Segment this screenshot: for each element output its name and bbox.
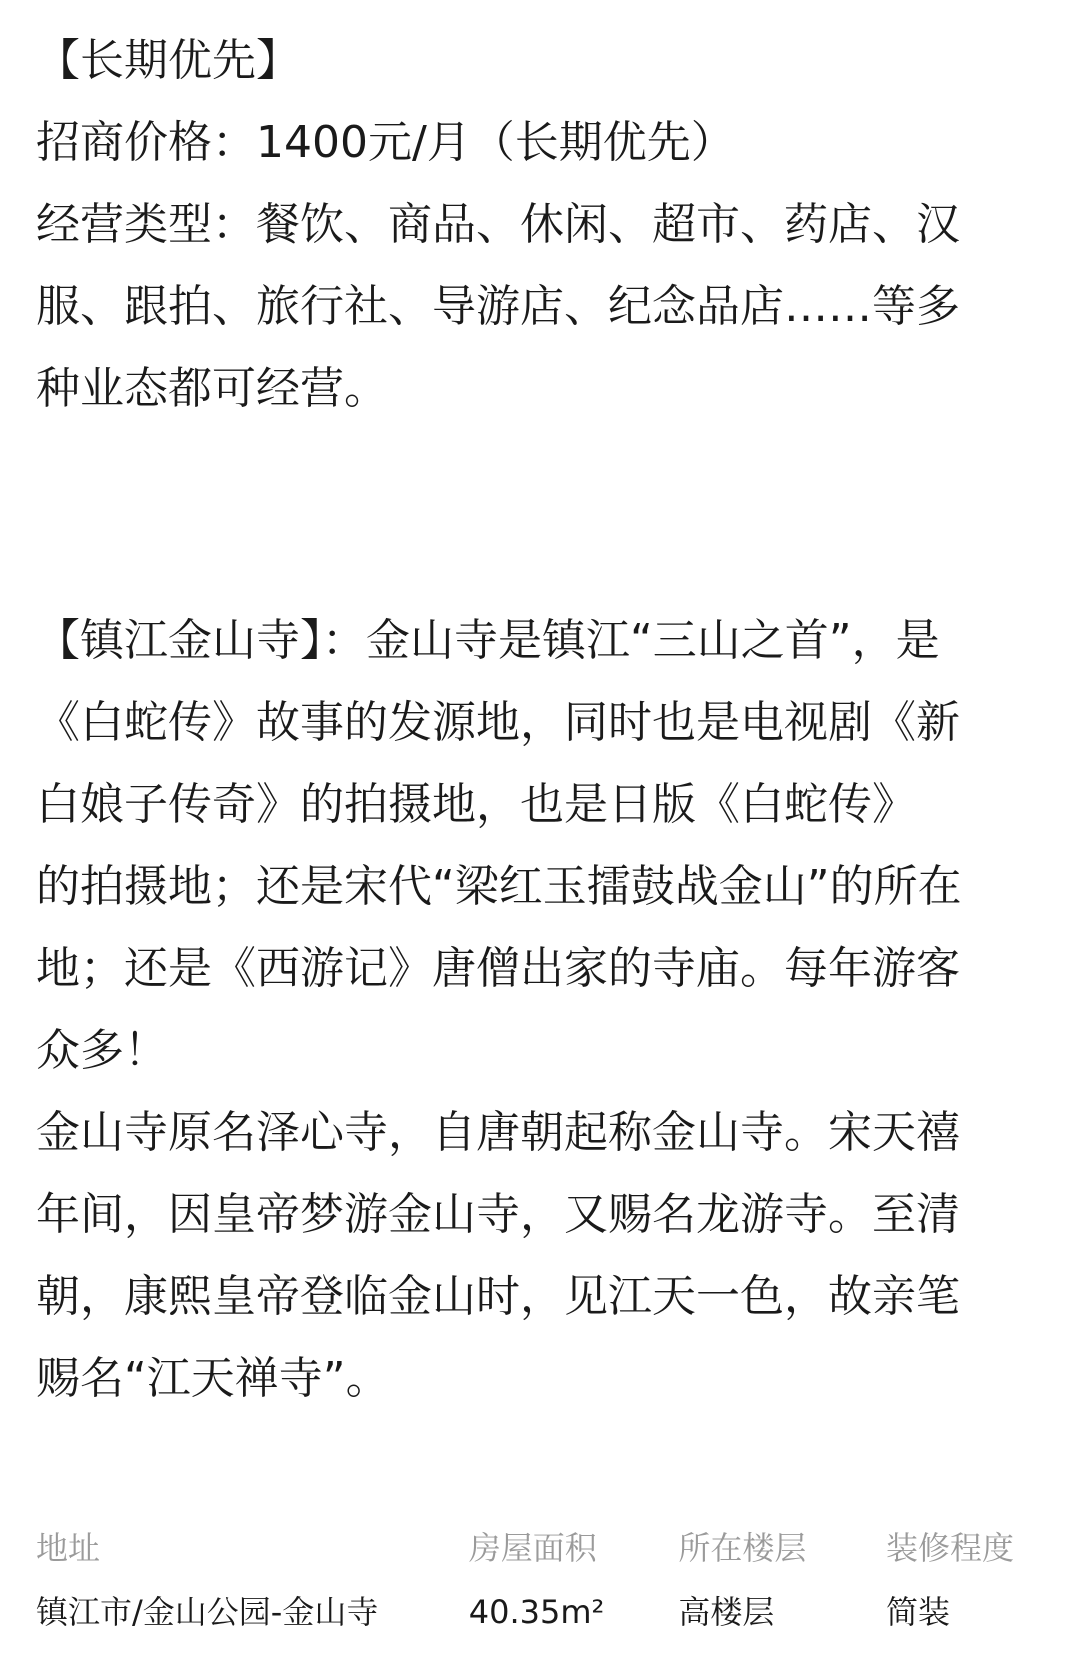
post-content: [36, 20, 1046, 1420]
history-line: 朝，康熙皇帝登临金山时，见江天一色，故亲笔: [36, 1271, 960, 1322]
temple-history: [36, 1092, 1046, 1420]
header-address: 地址: [36, 1529, 101, 1567]
price-line: 招商价格：1400元/月（长期优先）: [36, 117, 735, 168]
header-area: 房屋面积: [468, 1529, 597, 1567]
history-line: 赐名“江天禅寺”。: [36, 1353, 390, 1404]
business-types-line: 经营类型：餐饮、商品、休闲、超市、药店、汉: [36, 199, 960, 250]
temple-intro: [36, 600, 1046, 1092]
value-decoration: 简装: [885, 1593, 950, 1631]
header-decoration: 装修程度: [885, 1529, 1014, 1567]
info-values-row: [36, 1582, 1080, 1642]
business-types-line: 服、跟拍、旅行社、导游店、纪念品店……等多: [36, 281, 960, 332]
intro-line: 白娘子传奇》的拍摄地，也是日版《白蛇传》: [36, 779, 916, 830]
paragraph-gap: [36, 430, 1046, 600]
header-floor: 所在楼层: [678, 1529, 807, 1567]
history-line: 金山寺原名泽心寺，自唐朝起称金山寺。宋天禧: [36, 1107, 960, 1158]
info-header-row: [36, 1520, 1080, 1576]
intro-line: 的拍摄地；还是宋代“梁红玉擂鼓战金山”的所在: [36, 861, 962, 912]
business-types-line: 种业态都可经营。: [36, 363, 388, 414]
intro-line: 地；还是《西游记》唐僧出家的寺庙。每年游客: [36, 943, 960, 994]
value-floor: 高楼层: [678, 1593, 775, 1631]
business-types: [36, 184, 1046, 430]
value-area: 40.35m²: [468, 1593, 605, 1631]
long-term-tag: 【长期优先】: [36, 35, 300, 86]
intro-line: 《白蛇传》故事的发源地，同时也是电视剧《新: [36, 697, 960, 748]
intro-line: 【镇江金山寺】：金山寺是镇江“三山之首”，是: [36, 615, 940, 666]
value-address: 镇江市/金山公园-金山寺: [36, 1593, 379, 1631]
history-line: 年间，因皇帝梦游金山寺，又赐名龙游寺。至清: [36, 1189, 960, 1240]
intro-line: 众多！: [36, 1025, 168, 1076]
property-info-table: [36, 1520, 1080, 1642]
